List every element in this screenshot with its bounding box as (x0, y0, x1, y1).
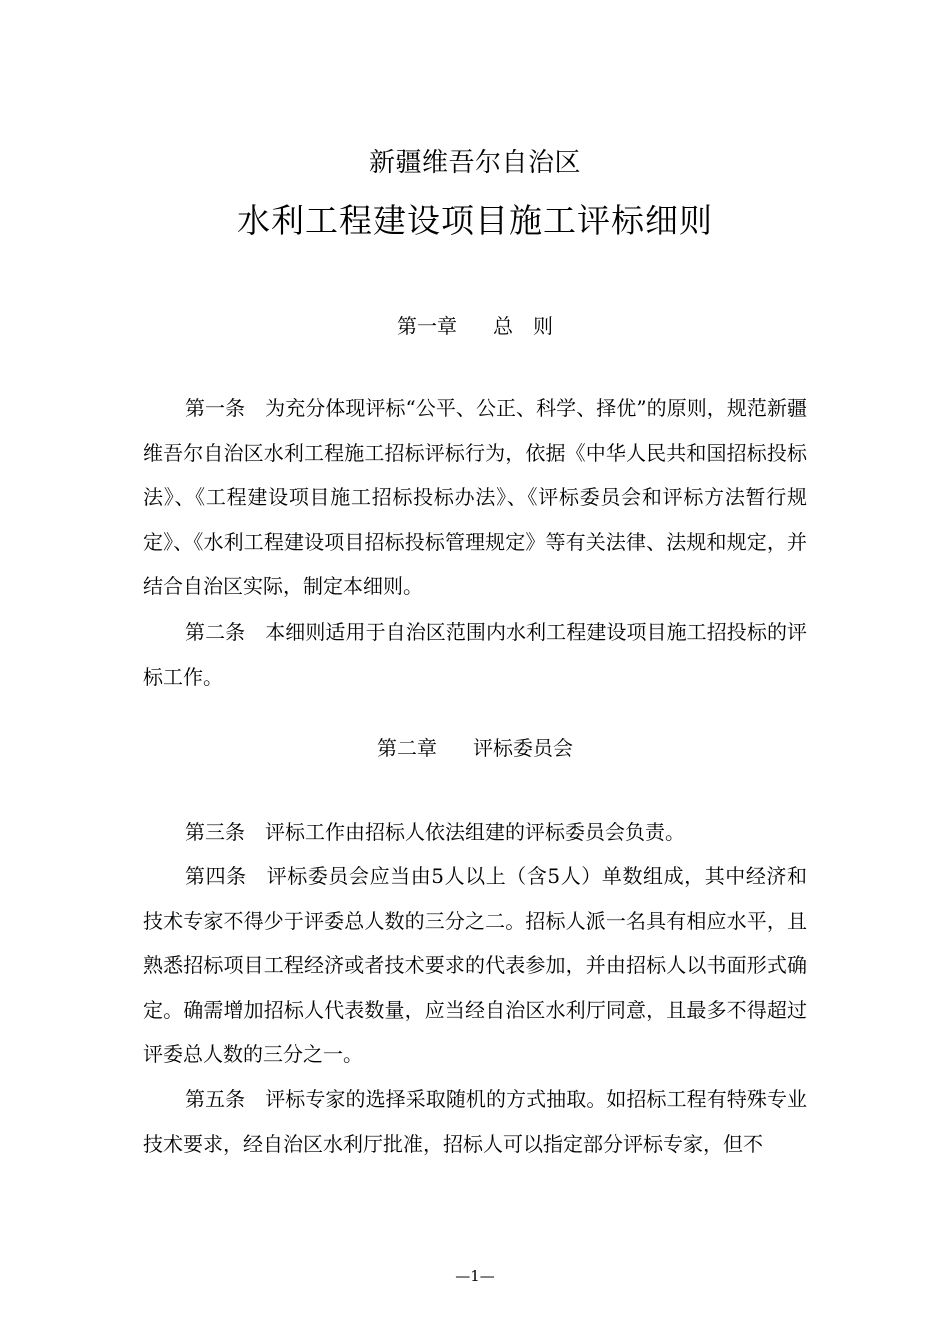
article-5-label: 第五条 (185, 1087, 246, 1111)
article-5-text: 评标专家的选择采取随机的方式抽取。如招标工程有特殊专业技术要求，经自治区水利厅批准，招标人可以指定部分评标专家，但不 (143, 1087, 808, 1156)
article-1 (143, 386, 807, 609)
article-2-text: 本细则适用于自治区范围内水利工程建设项目施工招投标的评标工作。 (143, 620, 808, 689)
article-4 (143, 854, 807, 1077)
article-1-text: 为充分体现评标“公平、公正、科学、择优”的原则，规范新疆维吾尔自治区水利工程施工招标评标行为，依据《中华人民共和国招标投标法》、《工程建设项目施工招标投标办法》、《评标委员会和评标方法暂行规定》、《水利工程建设项目招标投标管理规定》等有关法律、法规和规定，并结合自治区实际，制定本细则。 (143, 396, 807, 598)
article-4-text: 评标委员会应当由5人以上（含5人）单数组成，其中经济和技术专家不得少于评委总人数的三分之二。招标人派一名具有相应水平，且熟悉招标项目工程经济或者技术要求的代表参加，并由招标人以书面形式确定。确需增加招标人代表数量，应当经自治区水利厅同意，且最多不得超过评委总人数的三分之一。 (143, 864, 808, 1066)
article-2-label: 第二条 (185, 620, 246, 644)
article-3-label: 第三条 (185, 820, 245, 844)
chapter-1-title-part2: 则 (533, 314, 553, 338)
article-1-label: 第一条 (185, 396, 246, 420)
article-3 (143, 810, 807, 855)
document-title-line2: 水利工程建设项目施工评标细则 (237, 201, 713, 240)
chapter-1-heading (0, 311, 950, 341)
article-3-text: 评标工作由招标人依法组建的评标委员会负责。 (265, 820, 685, 844)
chapter-2-title: 评标委员会 (473, 736, 573, 760)
chapter-2-heading (0, 733, 950, 763)
document-title-line1: 新疆维吾尔自治区 (368, 148, 581, 178)
chapter-1-title-part1: 总 (493, 314, 513, 338)
chapter-2-number: 第二章 (377, 736, 437, 760)
page-number: —1— (455, 1267, 495, 1285)
chapter-1-number: 第一章 (397, 314, 457, 338)
article-4-label: 第四条 (185, 864, 247, 888)
article-2 (143, 610, 807, 699)
article-5 (143, 1077, 807, 1166)
